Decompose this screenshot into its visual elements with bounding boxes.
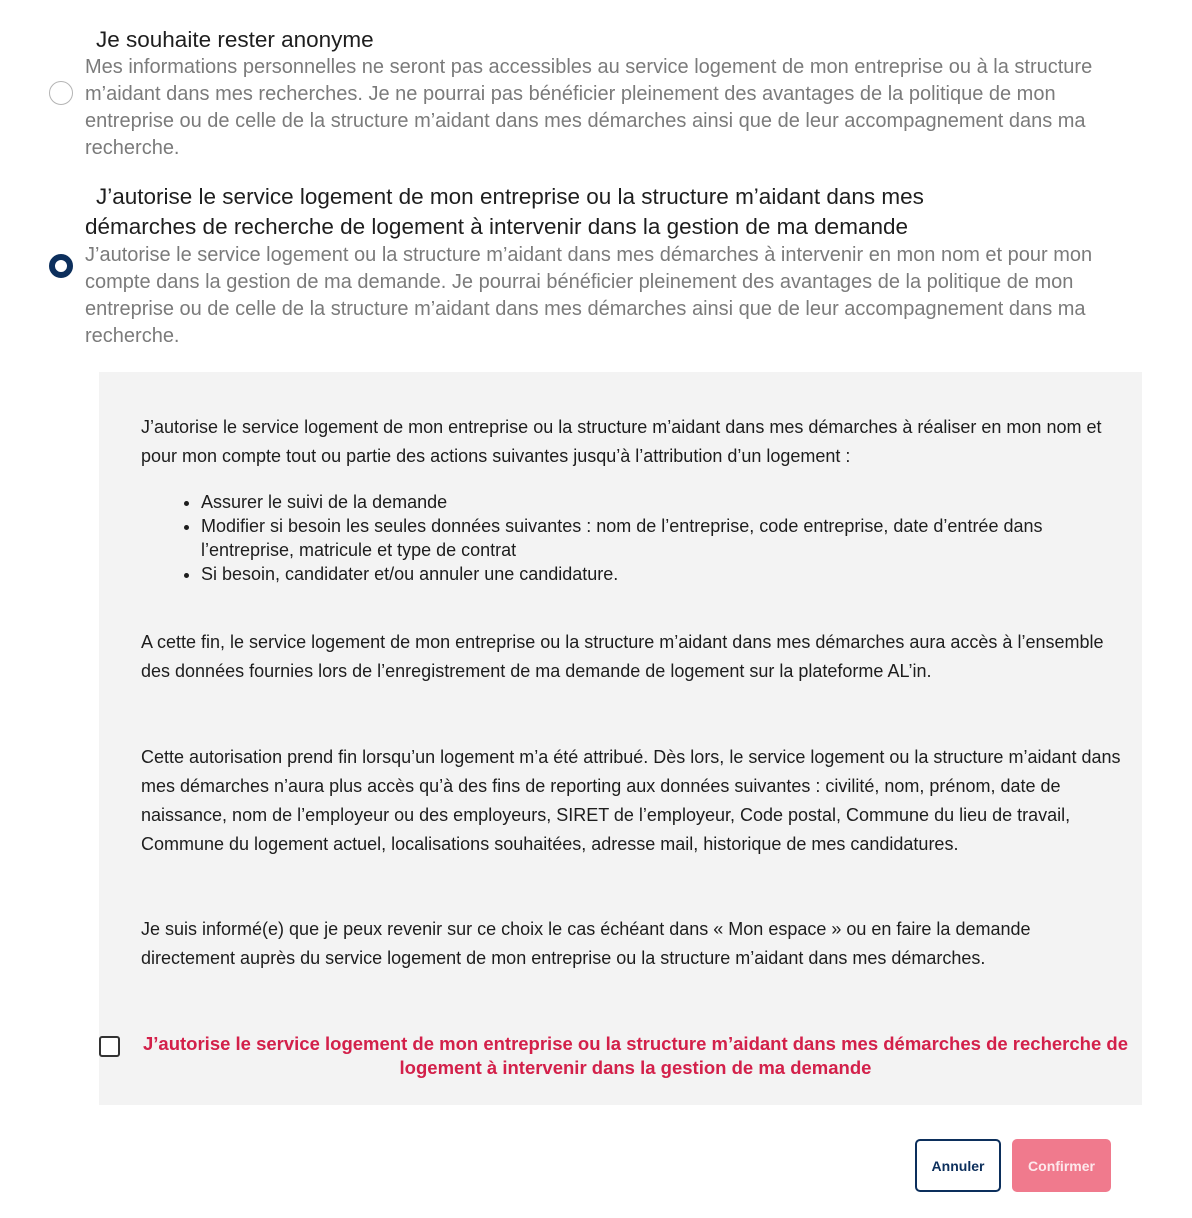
list-item: • Si besoin, candidater et/ou annuler une candidature. xyxy=(201,562,1136,586)
consent-label[interactable]: J’autorise le service logement de mon entreprise ou la structure m’aidant dans mes démarches de recherche de logement à intervenir dans la gestion de ma demande xyxy=(143,1033,1128,1078)
authorized-actions-list xyxy=(141,490,1136,586)
data-access-paragraph: A cette fin, le service logement de mon entreprise ou la structure m’aidant dans mes démarches aura accès à l’ensemble des données fournies lors de l’enregistrement de ma demande de logement sur la plateforme AL’in. xyxy=(141,632,1104,681)
list-item: • Assurer le suivi de la demande xyxy=(201,490,1136,514)
authorization-end-paragraph: Cette autorisation prend fin lorsqu’un logement m’a été attribué. Dès lors, le service logement ou la structure m’aidant dans mes démarches n’aura plus accès qu’à des fins de reporting aux données suivantes : civilité, nom, prénom, date de naissance, nom de l’employeur ou des employeurs, SIRET de l’employeur, Code postal, Commune du lieu de travail, Commune du logement actuel, localisations souhaitées, adresse mail, historique de mes candidatures. xyxy=(141,747,1121,854)
option-anonymous-description: Mes informations personnelles ne seront pas accessibles au service logement de mon entreprise ou à la structure m’aidant dans mes recherches. Je ne pourrai pas bénéficier pleinement des avantages de la politique de mon entreprise ou de celle de la structure m’aidant dans mes démarches ainsi que de leur accompagnement dans ma recherche. xyxy=(85,56,1093,159)
confirm-button[interactable]: Confirmer xyxy=(1012,1139,1111,1192)
authorization-intro: J’autorise le service logement de mon entreprise ou la structure m’aidant dans mes démarches à réaliser en mon nom et pour mon compte tout ou partie des actions suivantes jusqu’à l’attribution d’un logement : xyxy=(141,417,1102,466)
consent-checkbox[interactable] xyxy=(99,1036,120,1057)
cancel-button[interactable]: Annuler xyxy=(915,1139,1001,1192)
radio-anonymous[interactable] xyxy=(49,81,73,105)
option-authorize-description: J’autorise le service logement ou la structure m’aidant dans mes démarches à intervenir en mon nom et pour mon compte dans la gestion de ma demande. Je pourrai bénéficier pleinement des avantages de la politique de mon entreprise ou de celle de la structure m’aidant dans mes démarches ainsi que de leur accompagnement dans ma recherche. xyxy=(85,244,1093,347)
radio-authorize[interactable] xyxy=(49,254,73,278)
list-item: • Modifier si besoin les seules données suivantes : nom de l’entreprise, code entreprise, date d’entrée dans l’entreprise, matricule et type de contrat xyxy=(201,514,1136,562)
revocation-info-paragraph: Je suis informé(e) que je peux revenir sur ce choix le cas échéant dans « Mon espace » ou en faire la demande directement auprès du service logement de mon entreprise ou la structure m’aidant dans mes démarches. xyxy=(141,919,1031,968)
authorization-details-panel xyxy=(99,372,1142,1105)
option-anonymous-title: Je souhaite rester anonyme xyxy=(96,27,374,52)
option-authorize-title: J’autorise le service logement de mon entreprise ou la structure m’aidant dans mes démarches de recherche de logement à intervenir dans la gestion de ma demande xyxy=(85,184,924,239)
